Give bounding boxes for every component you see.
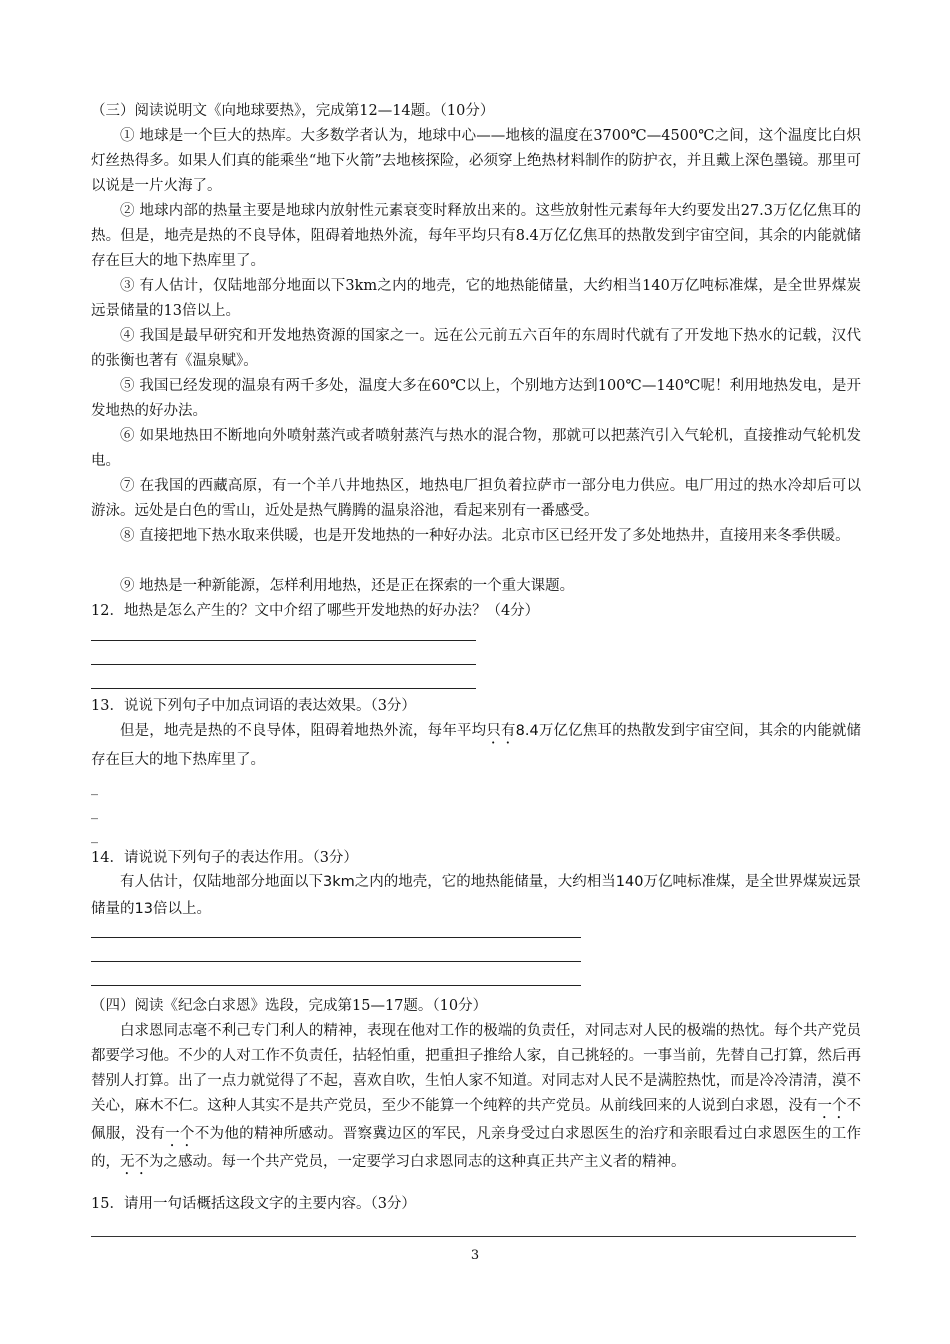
section4-text-before: 白求恩同志毫不利己专门利人的精神，表现在他对工作的极端的负责任，对同志对人民的极端的热忱。每个共产党员都要学习他。不少的人对工作不负责任，拈轻怕重，把重担子推给人家，自己挑轻的。一事当前，先替自己打算，然后再替别人打算。出了一点力就觉得了不起，喜欢自吹，生怕人家不知道。对同志对人民不是满腔热忱，而是冷冷清清，漠不关心，麻木不仁。这种人其实不是共产党员，至少不能算一个纯粹的共产党员。从前线回来的人说到白求恩，没有 xyxy=(91,1023,861,1114)
section4-text-mid-1: 不佩服，没有 xyxy=(91,1098,861,1142)
emphasized-word-yige-2: 一个 xyxy=(165,1126,195,1142)
section4-title: （四）阅读《纪念白求恩》选段，完成第15—17题。（10分） xyxy=(91,998,488,1014)
question-15: 15．请用一句话概括这段文字的主要内容。（3分） xyxy=(91,1196,416,1212)
question-14-quote: 有人估计，仅陆地部分地面以下3km之内的地壳，它的地热能储量，大约相当140万亿吨标准煤，是全世界煤炭远景储量的13倍以上。 xyxy=(91,874,861,917)
question-14: 14．请说说下列句子的表达作用。（3分） xyxy=(91,850,358,866)
answer-line-12-2[interactable] xyxy=(91,664,476,665)
question-13-quote xyxy=(91,718,861,774)
section4-text-mid-2: 不为他的精神所感动。晋察冀边区的军民，凡亲身受过白求恩医生的治疗和亲眼看过白求恩医生的工作的， xyxy=(91,1126,862,1170)
section4-text-after: 为之感动。每一个共产党员，一定要学习白求恩同志的这种真正共产主义者的精神。 xyxy=(149,1154,686,1170)
footer-divider xyxy=(91,1236,856,1237)
answer-line-12-1[interactable] xyxy=(91,640,476,641)
section3-paragraph-2: ② 地球内部的热量主要是地球内放射性元素衰变时释放出来的。这些放射性元素每年大约要发出27.3万亿亿焦耳的热。但是，地壳是热的不良导体，阻碍着地热外流，每年平均只有8.4万亿亿焦耳的热散发到宇宙空间，其余的内能就储存在巨大的地下热库里了。 xyxy=(91,203,861,269)
section3-paragraph-9: ⑨ 地热是一种新能源，怎样利用地热，还是正在探索的一个重大课题。 xyxy=(120,578,575,594)
section3-paragraph-6: ⑥ 如果地热田不断地向外喷射蒸汽或者喷射蒸汽与热水的混合物，那就可以把蒸汽引入气轮机，直接推动气轮机发电。 xyxy=(91,428,861,469)
answer-blank-13-2[interactable]: _ xyxy=(91,804,98,820)
question-13: 13．说说下列句子中加点词语的表达效果。（3分） xyxy=(91,698,416,714)
page-number: 3 xyxy=(470,1248,480,1263)
emphasized-word-yige-1: 一个 xyxy=(817,1098,847,1114)
emphasized-word-wubu: 无不 xyxy=(120,1154,149,1170)
emphasized-word-zhiyou: 只有 xyxy=(486,723,516,739)
section3-paragraph-8: ⑧ 直接把地下热水取来供暖，也是开发地热的一种好办法。北京市区已经开发了多处地热井，直接用来冬季供暖。 xyxy=(120,528,850,544)
question-12: 12．地热是怎么产生的？文中介绍了哪些开发地热的好办法？（4分） xyxy=(91,603,540,619)
answer-blank-13-3[interactable]: _ xyxy=(91,828,98,844)
quote-13-before: 但是，地壳是热的不良导体，阻碍着地热外流，每年平均 xyxy=(120,723,487,739)
answer-line-14-1[interactable] xyxy=(91,937,581,938)
section3-paragraph-3: ③ 有人估计，仅陆地部分地面以下3km之内的地壳，它的地热能储量，大约相当140万亿吨标准煤，是全世界煤炭远景储量的13倍以上。 xyxy=(91,278,861,319)
section3-paragraph-7: ⑦ 在我国的西藏高原，有一个羊八井地热区，地热电厂担负着拉萨市一部分电力供应。电厂用过的热水冷却后可以游泳。远处是白色的雪山，近处是热气腾腾的温泉浴池，看起来别有一番感受。 xyxy=(91,478,861,519)
answer-line-14-2[interactable] xyxy=(91,961,581,962)
answer-line-14-3[interactable] xyxy=(91,985,581,986)
section3-paragraph-1: ① 地球是一个巨大的热库。大多数学者认为，地球中心——地核的温度在3700℃—4500℃之间，这个温度比白炽灯丝热得多。如果人们真的能乘坐“地下火箭”去地核探险，必须穿上绝热材料制作的防护衣，并且戴上深色墨镜。那里可以说是一片火海了。 xyxy=(91,128,861,194)
section3-title: （三）阅读说明文《向地球要热》，完成第12—14题。（10分） xyxy=(91,103,495,119)
section3-paragraph-5: ⑤ 我国已经发现的温泉有两千多处，温度大多在60℃以上，个别地方达到100℃—140℃呢！利用地热发电，是开发地热的好办法。 xyxy=(91,378,861,419)
section3-paragraph-4: ④ 我国是最早研究和开发地热资源的国家之一。远在公元前五六百年的东周时代就有了开发地下热水的记载，汉代的张衡也著有《温泉赋》。 xyxy=(91,328,861,369)
section4-paragraph xyxy=(91,1019,861,1178)
answer-blank-13-1[interactable]: _ xyxy=(91,780,98,796)
quote-13-after: 8.4万亿亿焦耳的热散发到宇宙空间，其余的内能就储存在巨大的地下热库里了。 xyxy=(91,723,862,768)
answer-line-12-3[interactable] xyxy=(91,688,476,689)
